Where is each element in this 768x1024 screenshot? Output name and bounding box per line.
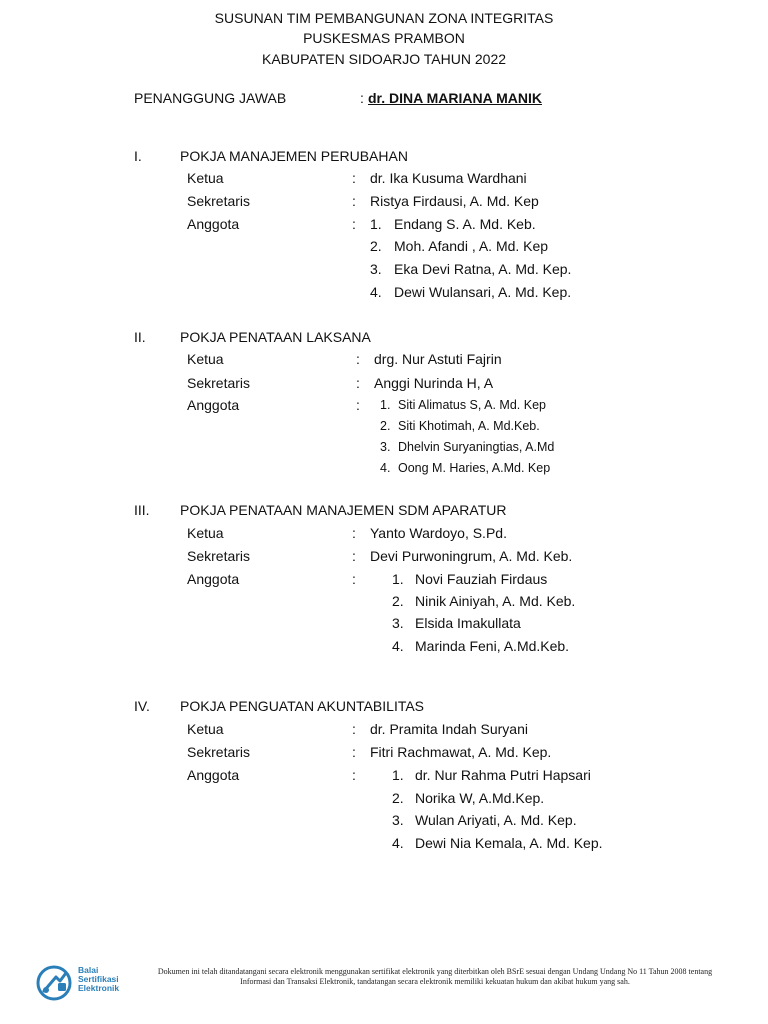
bsre-logo-line2: Sertifikasi xyxy=(78,974,119,984)
sekretaris-name: Devi Purwoningrum, A. Md. Keb. xyxy=(370,548,573,564)
section-title: POKJA MANAJEMEN PERUBAHAN xyxy=(180,148,408,164)
colon: : xyxy=(356,351,360,367)
section-numeral: I. xyxy=(134,148,142,164)
sekretaris-label: Sekretaris xyxy=(187,193,251,209)
bsre-logo-icon xyxy=(36,965,76,1001)
section-numeral: II. xyxy=(134,329,146,345)
colon: : xyxy=(352,571,356,587)
ketua-name: Yanto Wardoyo, S.Pd. xyxy=(370,525,507,541)
member-name: Oong M. Haries, A.Md. Kep xyxy=(398,461,551,475)
ketua-name: dr. Ika Kusuma Wardhani xyxy=(370,170,527,186)
section-numeral: III. xyxy=(134,502,150,518)
member-number: 3. xyxy=(380,440,391,454)
doc-title-line3: KABUPATEN SIDOARJO TAHUN 2022 xyxy=(261,51,507,67)
sekretaris-name: Ristya Firdausi, A. Md. Kep xyxy=(370,193,539,209)
member-number: 1. xyxy=(370,216,382,232)
member-number: 1. xyxy=(392,767,404,783)
section-title: POKJA PENGUATAN AKUNTABILITAS xyxy=(180,698,425,714)
doc-title-line1: SUSUNAN TIM PEMBANGUNAN ZONA INTEGRITAS xyxy=(214,10,554,26)
colon: : xyxy=(352,721,356,737)
colon: : xyxy=(356,397,360,413)
member-name: Wulan Ariyati, A. Md. Kep. xyxy=(415,812,577,828)
member-number: 2. xyxy=(370,238,382,254)
member-name: Dhelvin Suryaningtias, A.Md xyxy=(398,440,555,454)
member-number: 2. xyxy=(392,593,404,609)
sekretaris-label: Sekretaris xyxy=(187,548,251,564)
member-number: 1. xyxy=(380,398,391,412)
member-number: 2. xyxy=(380,419,391,433)
member-name: Ninik Ainiyah, A. Md. Keb. xyxy=(415,593,576,609)
member-name: Endang S. A. Md. Keb. xyxy=(394,216,536,232)
member-name: Dewi Nia Kemala, A. Md. Kep. xyxy=(415,835,603,851)
anggota-label: Anggota xyxy=(187,397,240,413)
member-number: 2. xyxy=(392,790,404,806)
penanggung-jawab-label: PENANGGUNG JAWAB xyxy=(134,90,287,106)
ketua-label: Ketua xyxy=(187,351,224,367)
ketua-name: drg. Nur Astuti Fajrin xyxy=(374,351,502,367)
member-number: 4. xyxy=(392,835,404,851)
ketua-name: dr. Pramita Indah Suryani xyxy=(370,721,528,737)
colon: : xyxy=(352,548,356,564)
colon: : xyxy=(352,767,356,783)
section-title: POKJA PENATAAN MANAJEMEN SDM APARATUR xyxy=(180,502,507,518)
colon: : xyxy=(352,170,356,186)
colon: : xyxy=(352,193,356,209)
anggota-label: Anggota xyxy=(187,767,240,783)
ketua-label: Ketua xyxy=(187,525,224,541)
sekretaris-label: Sekretaris xyxy=(187,744,251,760)
bsre-logo-line1: Balai xyxy=(78,965,99,975)
member-number: 3. xyxy=(392,615,404,631)
sekretaris-name: Anggi Nurinda H, A xyxy=(374,375,494,391)
member-name: Elsida Imakullata xyxy=(415,615,521,631)
section-title: POKJA PENATAAN LAKSANA xyxy=(180,329,371,345)
member-name: dr. Nur Rahma Putri Hapsari xyxy=(415,767,591,783)
colon: : xyxy=(352,525,356,541)
member-name: Novi Fauziah Firdaus xyxy=(415,571,548,587)
penanggung-jawab-colon: : xyxy=(360,90,364,106)
bsre-logo-text xyxy=(78,966,119,993)
member-number: 4. xyxy=(392,638,404,654)
member-name: Marinda Feni, A.Md.Keb. xyxy=(415,638,570,654)
member-number: 3. xyxy=(370,261,382,277)
member-name: Moh. Afandi , A. Md. Kep xyxy=(394,238,549,254)
anggota-label: Anggota xyxy=(187,571,240,587)
sekretaris-name: Fitri Rachmawat, A. Md. Kep. xyxy=(370,744,552,760)
member-name: Eka Devi Ratna, A. Md. Kep. xyxy=(394,261,572,277)
e-signature-disclaimer: Dokumen ini telah ditandatangani secara elektronik menggunakan sertifikat elektronik yang diterbitkan oleh BSrE sesuai dengan Undang Undang No 11 Tahun 2008 tentang Informasi dan Transaksi Elektronik, tandatangan secara elektronik memiliki kekuatan hukum dan akibat hukum yang sah. xyxy=(157,967,713,986)
colon: : xyxy=(352,744,356,760)
penanggung-jawab-name: dr. DINA MARIANA MANIK xyxy=(368,90,542,106)
member-name: Siti Alimatus S, A. Md. Kep xyxy=(398,398,546,412)
colon: : xyxy=(356,375,360,391)
member-number: 4. xyxy=(380,461,391,475)
colon: : xyxy=(352,216,356,232)
section-numeral: IV. xyxy=(134,698,150,714)
member-number: 1. xyxy=(392,571,404,587)
member-number: 4. xyxy=(370,284,382,300)
bsre-logo-line3: Elektronik xyxy=(78,983,120,993)
sekretaris-label: Sekretaris xyxy=(187,375,251,391)
ketua-label: Ketua xyxy=(187,721,224,737)
member-name: Dewi Wulansari, A. Md. Kep. xyxy=(394,284,572,300)
member-name: Siti Khotimah, A. Md.Keb. xyxy=(398,419,540,433)
ketua-label: Ketua xyxy=(187,170,224,186)
member-name: Norika W, A.Md.Kep. xyxy=(415,790,545,806)
anggota-label: Anggota xyxy=(187,216,240,232)
member-number: 3. xyxy=(392,812,404,828)
doc-title-line2: PUSKESMAS PRAMBON xyxy=(303,30,465,46)
